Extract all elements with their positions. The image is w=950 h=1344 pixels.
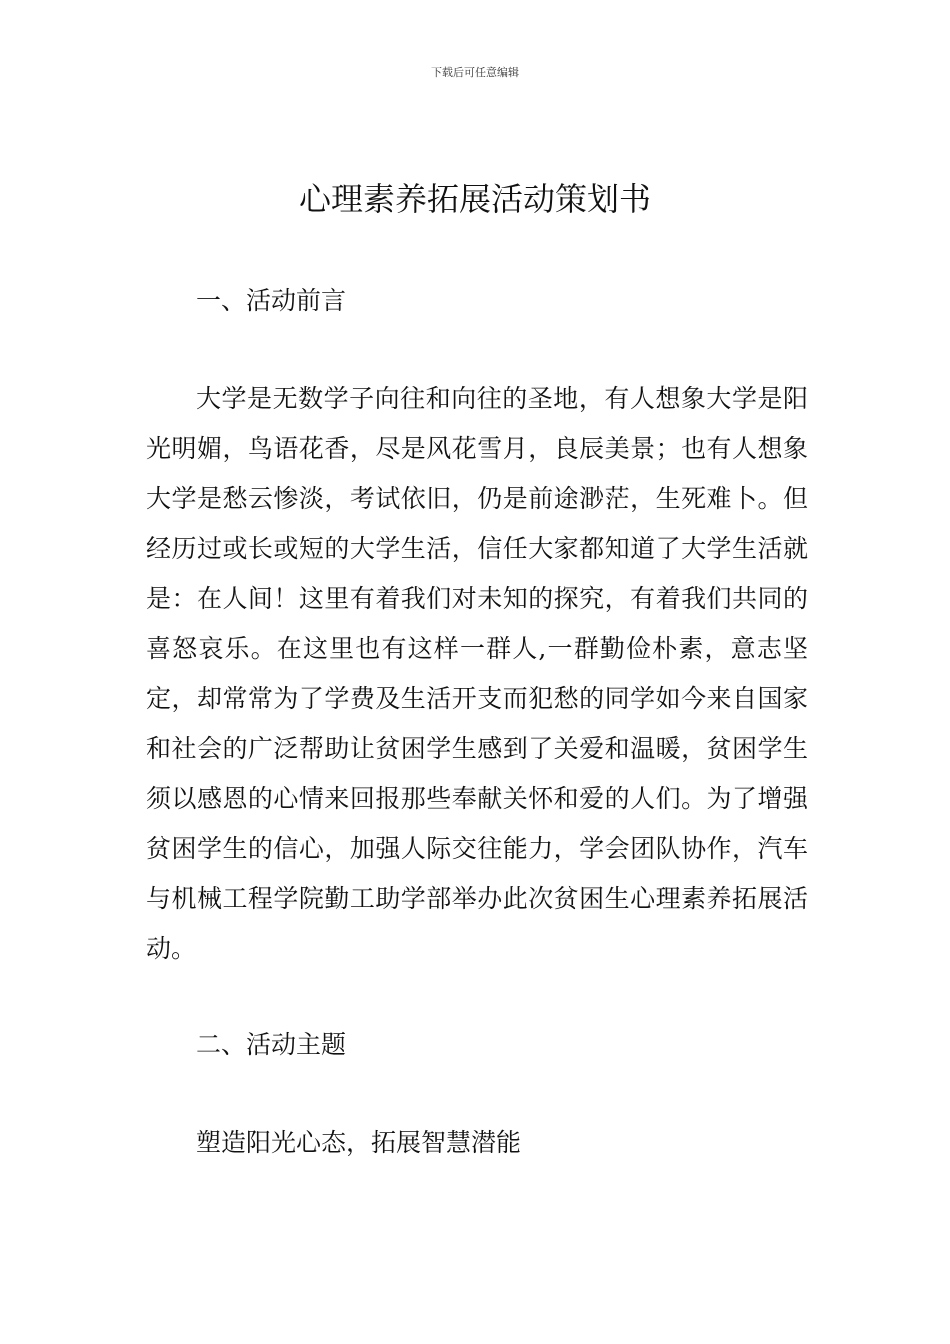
section-body-theme: 塑造阳光心态，拓展智慧潜能 [196, 1128, 522, 1157]
header-note: 下载后可任意编辑 [431, 66, 519, 79]
section-heading-preface: 一、活动前言 [196, 286, 347, 315]
document-title: 心理素养拓展活动策划书 [298, 180, 651, 218]
section-heading-theme: 二、活动主题 [196, 1030, 347, 1059]
section-body-preface: 大学是无数学子向往和向往的圣地，有人想象大学是阳光明媚，鸟语花香，尽是风花雪月，良辰美景；也有人想象大学是愁云惨淡，考试依旧，仍是前途渺茫，生死难卜。但经历过或长或短的大学生活，信任大家都知道了大学生活就是：在人间！这里有着我们对未知的探究，有着我们共同的喜怒哀乐。在这里也有这样一群人,一群勤俭朴素，意志坚定，却常常为了学费及生活开支而犯愁的同学如今来自国家和社会的广泛帮助让贫困学生感到了关爱和温暖，贫困学生须以感恩的心情来回报那些奉献关怀和爱的人们。为了增强贫困学生的信心，加强人际交往能力，学会团队协作，汽车与机械工程学院勤工助学部举办此次贫困生心理素养拓展活动。 [146, 384, 808, 963]
